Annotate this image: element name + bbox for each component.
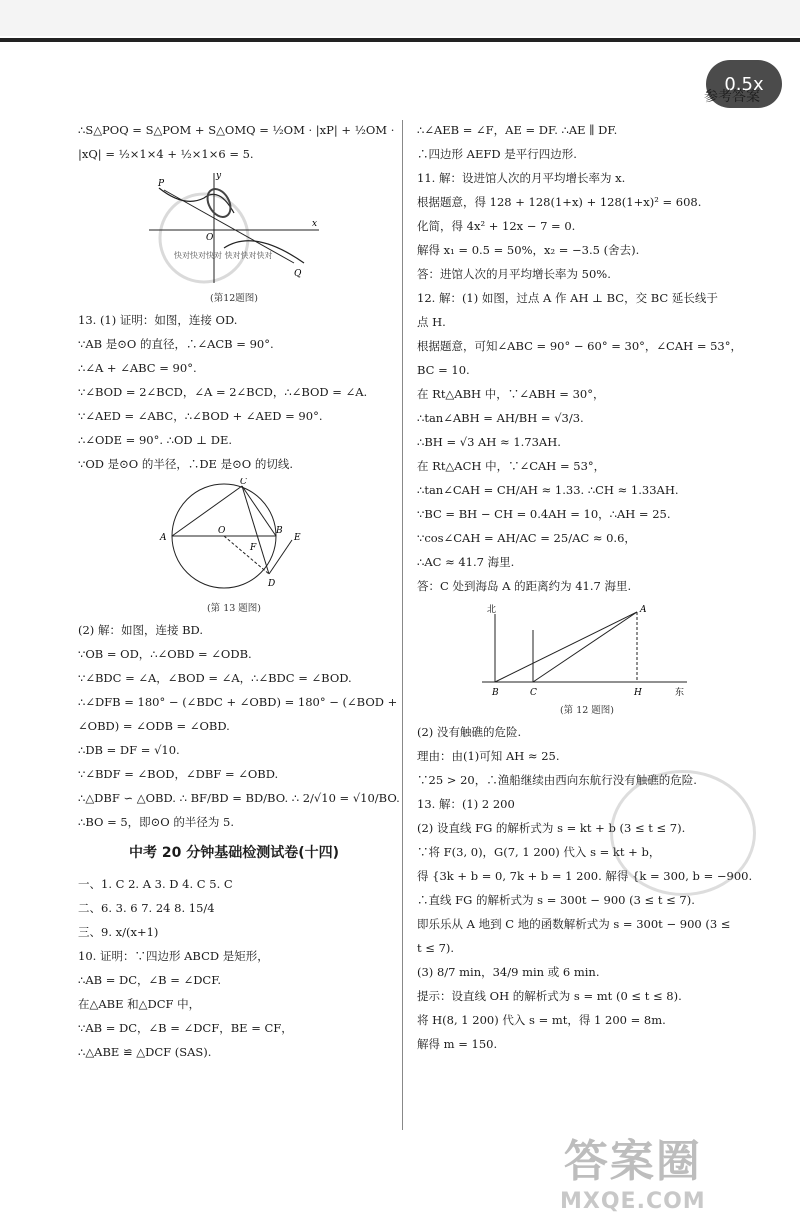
watermark-stamp-icon	[610, 770, 756, 896]
answer-line: t ≤ 7).	[417, 941, 455, 955]
answer-line: 13. (1) 证明：如图，连接 OD.	[78, 313, 238, 327]
label-e: E	[294, 533, 301, 543]
segment-cb	[242, 486, 276, 536]
label-b: B	[492, 688, 499, 698]
figure-caption: (第 12 题图)	[559, 705, 615, 716]
answer-line: ∵∠BDC = ∠A，∠BOD = ∠A，∴∠BDC = ∠BOD.	[78, 671, 352, 685]
answer-line: 解得 x₁ = 0.5 = 50%，x₂ = −3.5 (舍去).	[417, 243, 640, 257]
label-north: 北	[487, 605, 497, 615]
answer-line: ∴∠DFB = 180° − (∠BDC + ∠OBD) = 180° − (∠BOD +	[78, 695, 398, 709]
label-a: A	[640, 605, 647, 615]
label-c: C	[530, 688, 537, 698]
answer-line: ∴△ABE ≌ △DCF (SAS).	[78, 1045, 212, 1059]
answer-line: 在△ABE 和△DCF 中，	[78, 997, 201, 1011]
watermark-url: MXQE.COM	[560, 1189, 706, 1214]
answer-line: 理由：由(1)可知 AH ≈ 25.	[417, 749, 560, 763]
answer-line: 将 H(8, 1 200) 代入 s = mt，得 1 200 = 8m.	[417, 1013, 666, 1027]
figure-12-nautical	[477, 600, 697, 700]
answer-line: 一、1. C 2. A 3. D 4. C 5. C	[78, 877, 233, 891]
section-title: 中考 20 分钟基础检测试卷(十四)	[128, 845, 340, 861]
label-c: C	[240, 478, 247, 487]
answer-line: ∴AB = DC，∠B = ∠DCF.	[78, 973, 222, 987]
label-b: B	[276, 526, 283, 536]
left-block-d	[78, 872, 390, 1064]
answer-line: ∴∠AEB = ∠F，AE = DF. ∴AE ∥ DF.	[417, 123, 618, 137]
answer-line: 提示：设直线 OH 的解析式为 s = mt (0 ≤ t ≤ 8).	[417, 989, 682, 1003]
answer-line: 答：进馆人次的月平均增长率为 50%.	[417, 267, 611, 281]
label-p: P	[158, 179, 165, 189]
answer-line: 13. 解：(1) 2 200	[417, 797, 515, 811]
label-f: F	[250, 543, 257, 553]
page-header-label: 参考答案	[704, 89, 760, 105]
answer-line: 三、9. x/(x+1)	[78, 925, 159, 939]
answer-line: ∴AC ≈ 41.7 海里.	[417, 555, 515, 569]
answer-line: 化简，得 4x² + 12x − 7 = 0.	[417, 219, 576, 233]
answer-line: 点 H.	[417, 315, 446, 329]
top-band	[0, 0, 800, 36]
answer-line: 解得 m = 150.	[417, 1037, 498, 1051]
segment-ca	[533, 612, 637, 682]
segment-ac	[172, 486, 242, 536]
answer-line: ∴四边形 AEFD 是平行四边形.	[417, 147, 577, 161]
answer-line: 得 {3k + b = 0, 7k + b = 1 200. 解得 {k = 300, b = −900.	[417, 869, 753, 883]
answer-line: ∵AB = DC，∠B = ∠DCF，BE = CF，	[78, 1021, 293, 1035]
answer-line: (2) 设直线 FG 的解析式为 s = kt + b (3 ≤ t ≤ 7).	[417, 821, 686, 835]
answer-line: ∴△DBF ∽ △OBD. ∴ BF/BD = BD/BO. ∴ 2/√10 = √10/BO.	[78, 791, 400, 805]
left-column	[78, 118, 400, 1064]
answer-line: ∵25 > 20，∴渔船继续由西向东航行没有触礁的危险.	[417, 773, 697, 787]
answer-line: ∵cos∠CAH = AH/AC = 25/AC ≈ 0.6，	[417, 531, 636, 545]
answer-line: ∵OB = OD，∴∠OBD = ∠ODB.	[78, 647, 252, 661]
answer-line: ∵∠BDF = ∠BOD，∠DBF = ∠OBD.	[78, 767, 279, 781]
answer-line: 根据题意，得 128 + 128(1+x) + 128(1+x)² = 608.	[417, 195, 702, 209]
answer-line: ∵∠BOD = 2∠BCD，∠A = 2∠BCD，∴∠BOD = ∠A.	[78, 385, 368, 399]
figure-caption: (第 13 题图)	[206, 603, 262, 614]
label-o: O	[218, 526, 226, 536]
right-block-a	[417, 118, 757, 598]
answer-line: 根据题意，可知∠ABC = 90° − 60° = 30°，∠CAH = 53°，	[417, 339, 742, 353]
label-east: 东	[675, 688, 685, 698]
answer-line: 即乐乐从 A 地到 C 地的函数解析式为 s = 300t − 900 (3 ≤	[417, 917, 731, 931]
answer-line: (2) 解：如图，连接 BD.	[78, 623, 204, 637]
column-divider	[402, 120, 403, 1130]
left-block-a	[78, 118, 395, 166]
answer-line: 在 Rt△ACH 中，∵∠CAH = 53°，	[417, 459, 606, 473]
playback-speed-badge[interactable]: 0.5x	[706, 60, 782, 108]
figure-12-graph	[144, 168, 324, 288]
label-h: H	[634, 688, 642, 698]
segment-ba	[495, 612, 637, 682]
segment-de	[269, 540, 292, 574]
label-y: y	[216, 171, 222, 181]
answer-line: BC = 10.	[417, 363, 470, 377]
answer-line: ∴∠ODE = 90°. ∴OD ⊥ DE.	[78, 433, 232, 447]
answer-line: ∵OD 是⊙O 的半径，∴DE 是⊙O 的切线.	[78, 457, 293, 471]
answer-line: ∵AB 是⊙O 的直径，∴∠ACB = 90°.	[78, 337, 274, 351]
label-q: Q	[294, 269, 302, 279]
footer-watermark	[560, 1125, 706, 1214]
watermark-logo-text: 答案圈	[563, 1136, 702, 1187]
answer-line: ∴直线 FG 的解析式为 s = 300t − 900 (3 ≤ t ≤ 7).	[417, 893, 695, 907]
figure-caption: (第12题图)	[209, 293, 258, 304]
answer-line: ∴BO = 5，即⊙O 的半径为 5.	[78, 815, 235, 829]
answer-line: (2) 没有触礁的危险.	[417, 725, 522, 739]
answer-line: ∴BH = √3 AH ≈ 1.73AH.	[417, 435, 561, 449]
label-a: A	[160, 533, 167, 543]
answer-line: ∴∠A + ∠ABC = 90°.	[78, 361, 197, 375]
answer-line: 二、6. 3. 6 7. 24 8. 15/4	[78, 901, 215, 915]
watermark-stamp-icon	[160, 194, 248, 282]
pen-mark-icon	[203, 185, 235, 221]
overlay-text: 快对快对快对 快对快对快对	[174, 251, 273, 260]
answer-line: (3) 8/7 min，34/9 min 或 6 min.	[417, 965, 600, 979]
answer-line: 11. 解：设进馆人次的月平均增长率为 x.	[417, 171, 626, 185]
answer-line: 10. 证明：∵四边形 ABCD 是矩形，	[78, 949, 269, 963]
answer-line: 在 Rt△ABH 中，∵∠ABH = 30°，	[417, 387, 605, 401]
figure-13-circle	[154, 478, 314, 598]
answer-line: ∵∠AED = ∠ABC，∴∠BOD + ∠AED = 90°.	[78, 409, 323, 423]
answer-line: ∴DB = DF = √10.	[78, 743, 180, 757]
answer-line: ∵将 F(3, 0)，G(7, 1 200) 代入 s = kt + b，	[417, 845, 661, 859]
label-o: O	[206, 233, 214, 243]
header-rule	[0, 38, 800, 42]
left-block-c	[78, 618, 400, 834]
right-column	[417, 118, 757, 1056]
answer-line: 答：C 处到海岛 A 的距离约为 41.7 海里.	[417, 579, 632, 593]
answer-line: ∴S△POQ = S△POM + S△OMQ = ½OM · |xP| + ½OM ·	[78, 123, 395, 137]
segment-cd	[242, 486, 269, 574]
label-d: D	[268, 579, 276, 589]
label-x: x	[312, 219, 318, 229]
answer-line: ∴tan∠CAH = CH/AH ≈ 1.33. ∴CH ≈ 1.33AH.	[417, 483, 679, 497]
segment-od	[224, 536, 269, 574]
answer-line: ∴tan∠ABH = AH/BH = √3/3.	[417, 411, 584, 425]
answer-line: 12. 解：(1) 如图，过点 A 作 AH ⊥ BC，交 BC 延长线于	[417, 291, 718, 305]
answer-line: ∠OBD) = ∠ODB = ∠OBD.	[78, 719, 230, 733]
answer-line: |xQ| = ½×1×4 + ½×1×6 = 5.	[78, 147, 254, 161]
left-block-b	[78, 308, 390, 476]
answer-line: ∵BC = BH − CH = 0.4AH = 10，∴AH = 25.	[417, 507, 671, 521]
